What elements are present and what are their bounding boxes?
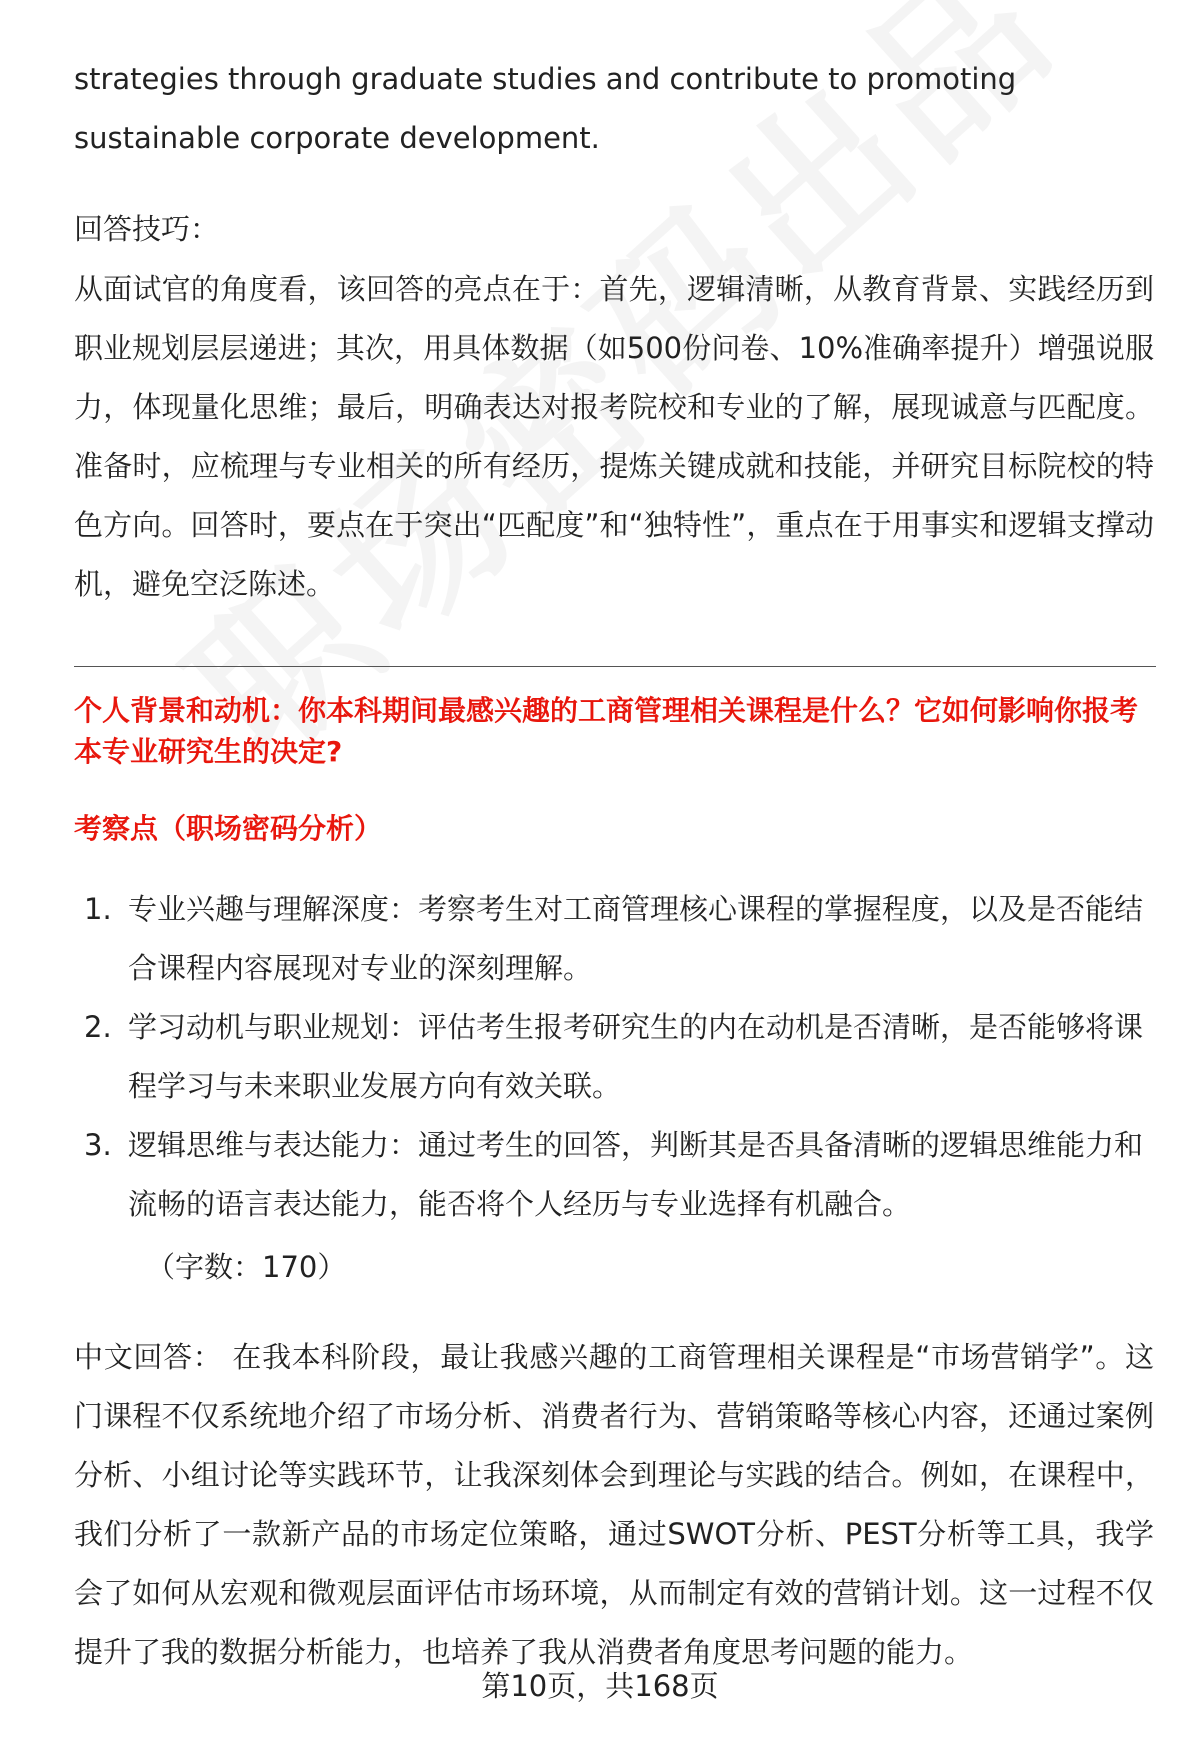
tips-heading: 回答技巧： — [74, 212, 220, 246]
assessment-heading: 考察点（职场密码分析） — [74, 812, 383, 845]
section-divider — [74, 666, 1156, 667]
list-item-number: 2. — [84, 1010, 112, 1044]
list-item — [74, 880, 1154, 998]
list-item-number: 1. — [84, 892, 112, 926]
chinese-answer: 中文回答： 在我本科阶段，最让我感兴趣的工商管理相关课程是“市场营销学”。这门课程不仅系统地介绍了市场分析、消费者行为、营销策略等核心内容，还通过案例分析、小组讨论等实践环节，让我深刻体会到理论与实践的结合。例如，在课程中，我们分析了一款新产品的市场定位策略，通过SWOT分析、PEST分析等工具，我学会了如何从宏观和微观层面评估市场环境，从而制定有效的营销计划。这一过程不仅提升了我的数据分析能力，也培养了我从消费者角度思考问题的能力。 — [74, 1340, 1154, 1669]
question-heading: 个人背景和动机：你本科期间最感兴趣的工商管理相关课程是什么？它如何影响你报考本专业研究生的决定? — [74, 694, 1139, 768]
list-item-text: 逻辑思维与表达能力：通过考生的回答，判断其是否具备清晰的逻辑思维能力和流畅的语言表达能力，能否将个人经历与专业选择有机融合。 — [128, 1128, 1144, 1221]
list-item-text: 专业兴趣与理解深度：考察考生对工商管理核心课程的掌握程度，以及是否能结合课程内容展现对专业的深刻理解。 — [128, 892, 1144, 985]
word-count: （字数：170） — [146, 1250, 347, 1284]
english-answer-tail: strategies through graduate studies and contribute to promoting sustainable corporate development. — [74, 62, 1017, 155]
page-number-footer: 第10页，共168页 — [481, 1669, 719, 1703]
list-item-text: 学习动机与职业规划：评估考生报考研究生的内在动机是否清晰，是否能够将课程学习与未来职业发展方向有效关联。 — [128, 1010, 1144, 1103]
list-item — [74, 998, 1154, 1116]
list-item — [74, 1116, 1154, 1234]
tips-body: 从面试官的角度看，该回答的亮点在于：首先，逻辑清晰，从教育背景、实践经历到职业规划层层递进；其次，用具体数据（如500份问卷、10%准确率提升）增强说服力，体现量化思维；最后，明确表达对报考院校和专业的了解，展现诚意与匹配度。准备时，应梳理与专业相关的所有经历，提炼关键成就和技能，并研究目标院校的特色方向。回答时，要点在于突出“匹配度”和“独特性”，重点在于用事实和逻辑支撑动机，避免空泛陈述。 — [74, 272, 1154, 601]
list-item-number: 3. — [84, 1128, 112, 1162]
assessment-points-list — [74, 880, 1154, 1234]
